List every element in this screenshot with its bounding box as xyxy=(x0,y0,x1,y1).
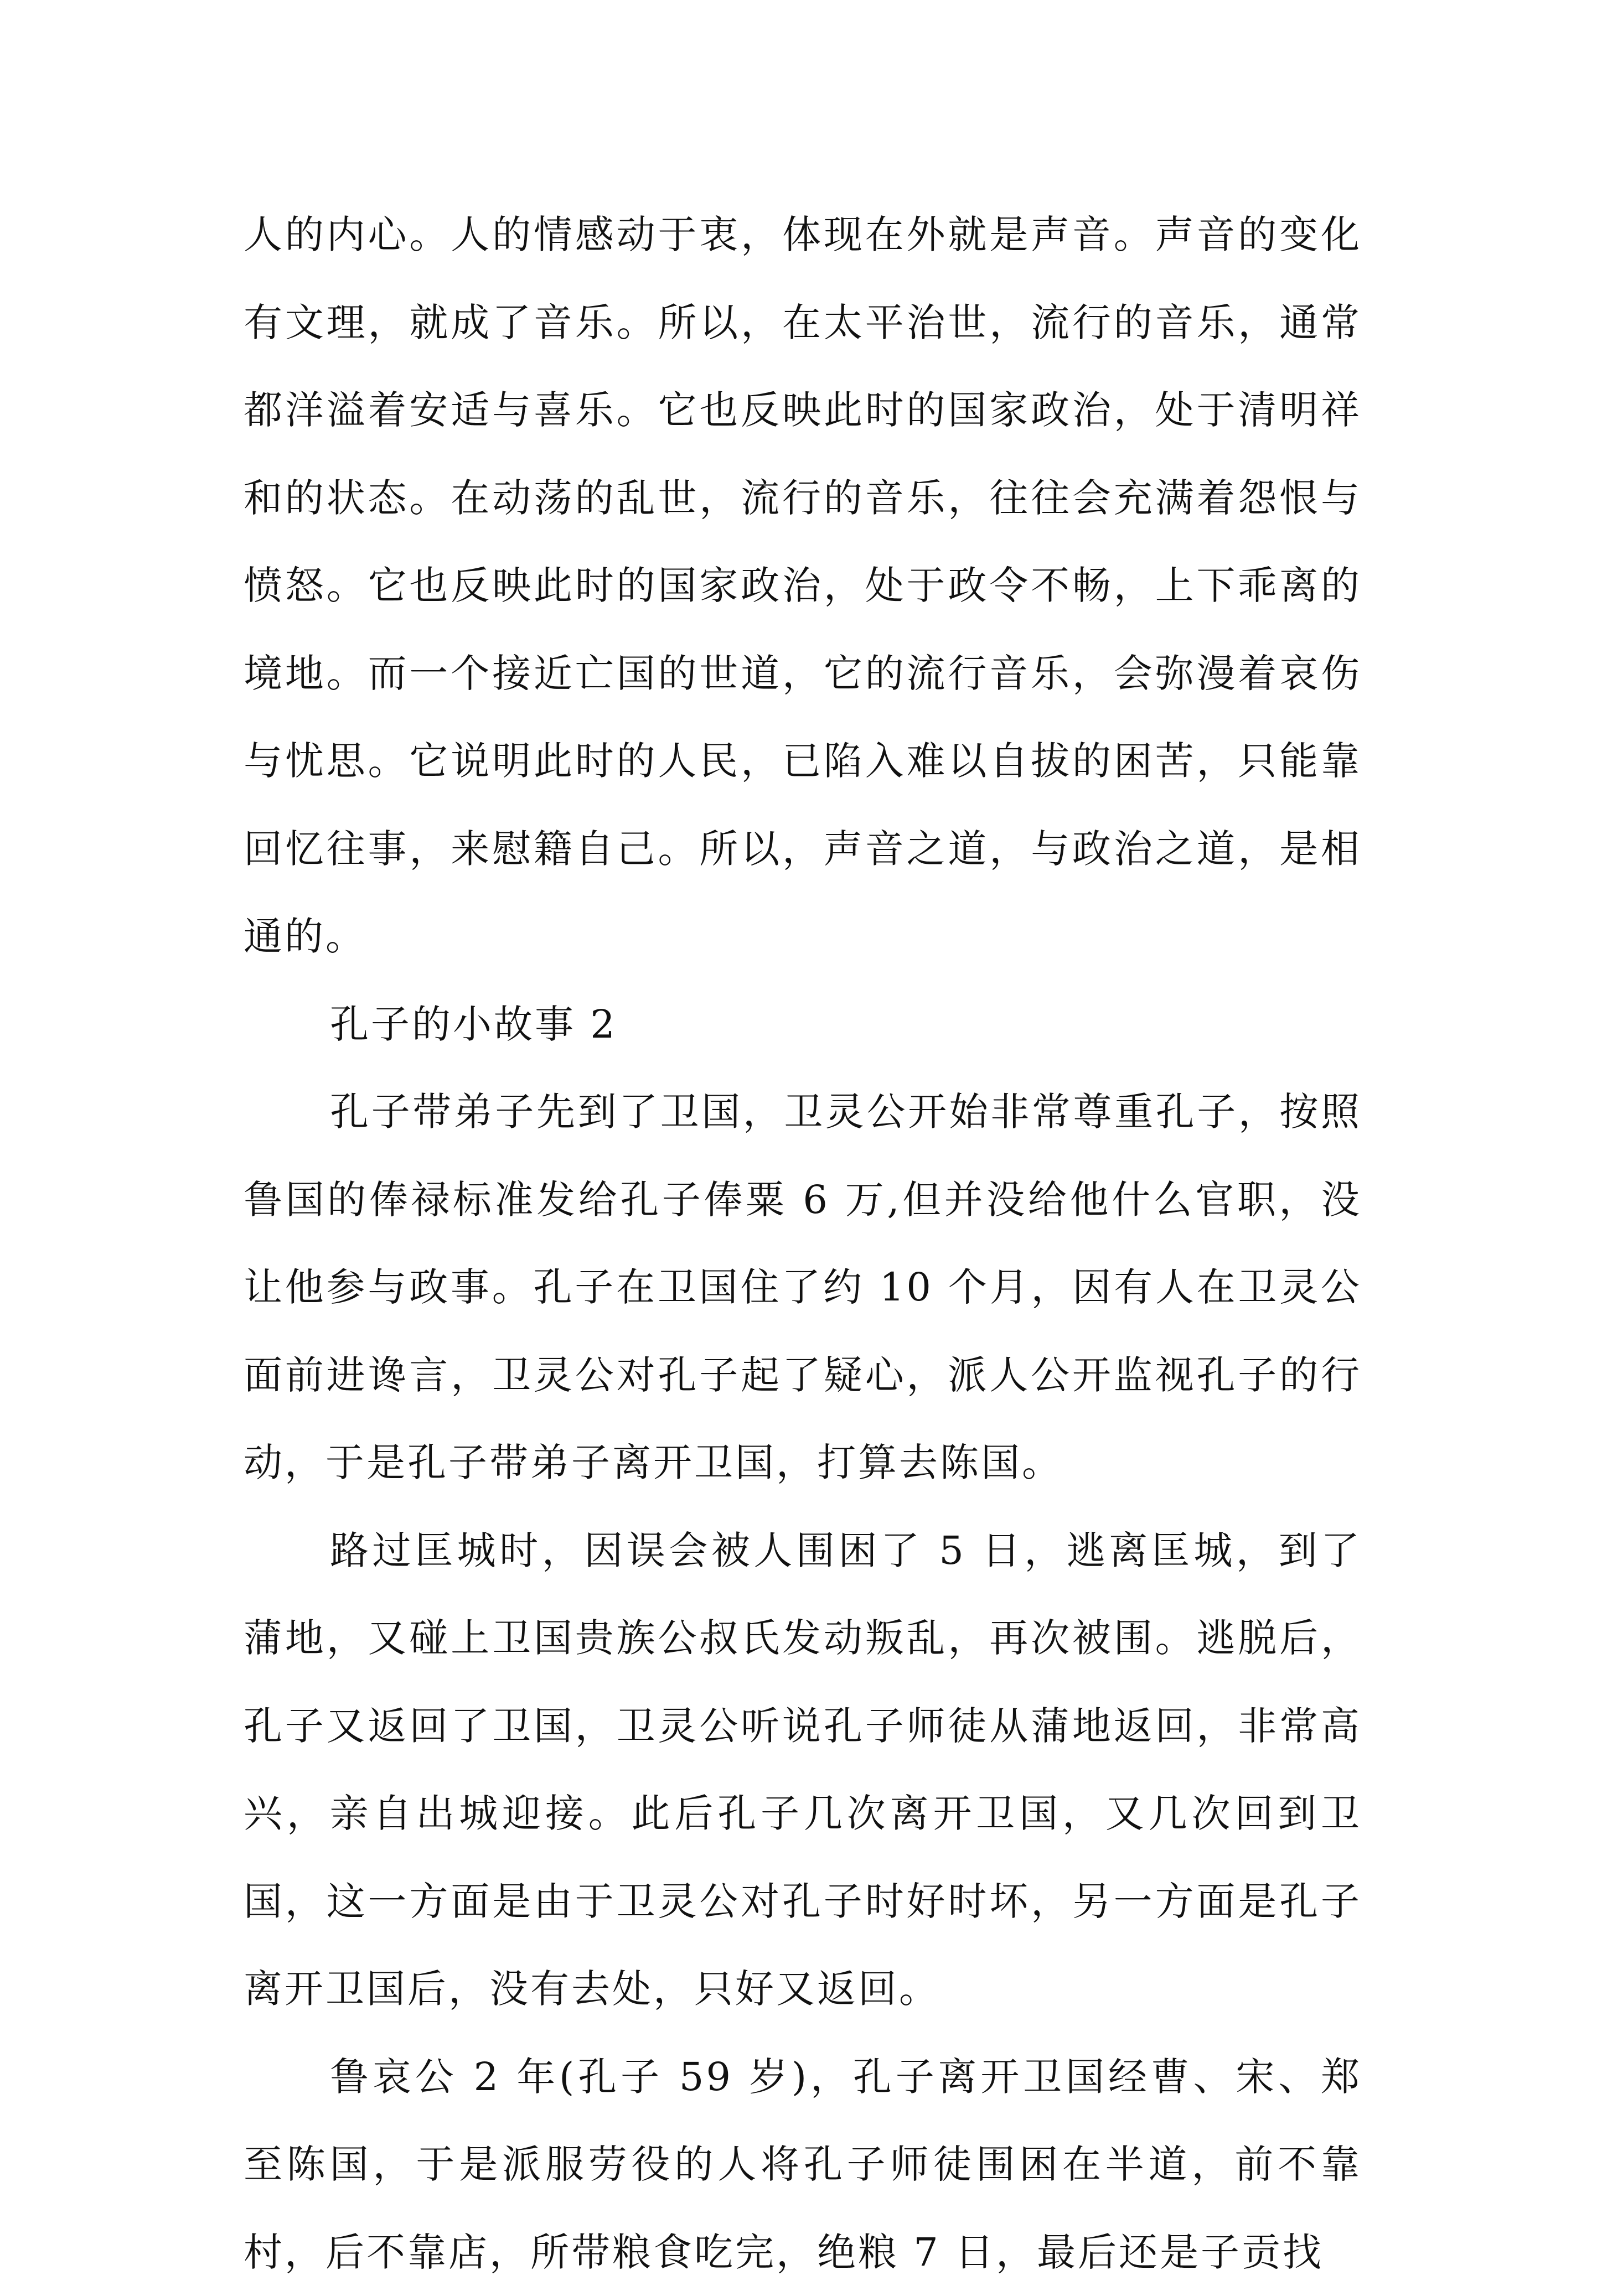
paragraph-chen-state: 鲁哀公 2 年(孔子 59 岁)，孔子离开卫国经曹、宋、郑至陈国，于是派服劳役的人将孔子师徒围困在半道，前不靠村，后不靠店，所带粮食吃完，绝粮 7 日，最后还是子贡找 xyxy=(244,2033,1362,2296)
document-body xyxy=(244,191,1362,2296)
paragraph-music-politics: 人的内心。人的情感动于衷，体现在外就是声音。声音的变化有文理，就成了音乐。所以，在太平治世，流行的音乐，通常都洋溢着安适与喜乐。它也反映此时的国家政治，处于清明祥和的状态。在动荡的乱世，流行的音乐，往往会充满着怨恨与愤怒。它也反映此时的国家政治，处于政令不畅，上下乖离的境地。而一个接近亡国的世道，它的流行音乐，会弥漫着哀伤与忧思。它说明此时的人民，已陷入难以自拔的困苦，只能靠回忆往事，来慰籍自己。所以，声音之道，与政治之道，是相通的。 xyxy=(244,191,1362,981)
section-heading: 孔子的小故事 2 xyxy=(244,981,1362,1069)
paragraph-wei-state: 孔子带弟子先到了卫国，卫灵公开始非常尊重孔子，按照鲁国的俸禄标准发给孔子俸粟 6 万,但并没给他什么官职，没让他参与政事。孔子在卫国住了约 10 个月，因有人在卫灵公面前进谗言，卫灵公对孔子起了疑心，派人公开监视孔子的行动，于是孔子带弟子离开卫国，打算去陈国。 xyxy=(244,1068,1362,1507)
paragraph-kuang-city: 路过匡城时，因误会被人围困了 5 日，逃离匡城，到了蒲地，又碰上卫国贵族公叔氏发动叛乱，再次被围。逃脱后，孔子又返回了卫国，卫灵公听说孔子师徒从蒲地返回，非常高兴，亲自出城迎接。此后孔子几次离开卫国，又几次回到卫国，这一方面是由于卫灵公对孔子时好时坏，另一方面是孔子离开卫国后，没有去处，只好又返回。 xyxy=(244,1507,1362,2033)
